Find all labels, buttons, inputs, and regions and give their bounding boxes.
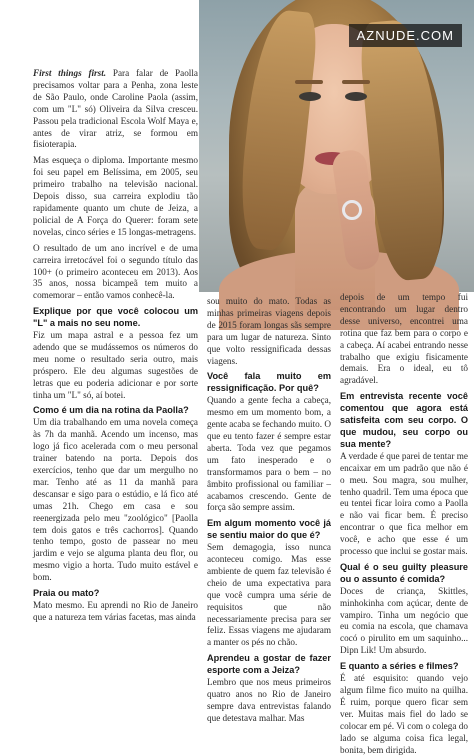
question-heading: Aprendeu a gostar de fazer esporte com a Jeiza? [207, 653, 331, 676]
qa-block [340, 391, 468, 558]
question-heading: E quanto a séries e filmes? [340, 661, 459, 672]
intro-paragraph [33, 68, 198, 151]
answer-text: Doces de criança, Skittles, minhokinha com açúcar, dente de vampiro. Tinha um negócio que eu comia na escola, que chamava cocó o pirulito em um saquinho... Dipn Lik! Um absurdo. [340, 585, 468, 656]
text-column-2 [207, 296, 331, 723]
eye-left [299, 92, 321, 101]
answer-text: Sem demagogia, isso nunca aconteceu comigo. Mas esse ambiente de quem faz televisão é cheio de uma expectativa para que você cumpra uma série de requisitos que não necessariamente precisa para ser feliz. Essas viagens me ajudaram a manter os pés no chão. [207, 542, 331, 648]
answer-text: É até esquisito: quando vejo algum filme fico muito na quilha. É ruim, porque quero ficar sem ver. Muitas mais fiel do lado se colocar em pé. Vi com o colega do lado se alguma coisa fica legal, bonita, bem dirigida. [340, 673, 468, 755]
answer-text: Fiz um mapa astral e a pessoa fez um adendo que se mudássemos os números do meu nome o resultado seria outro, mais próspero. Ele deu algumas sugestões de letras que eu poderia adicionar e por sorte tinha um "L" só, aí botei. [33, 330, 198, 400]
answer-text: A verdade é que parei de tentar me encaixar em um padrão que não é o meu. Sou magra, sou mulher, tenho quadril. Tem uma época que eu tentei ficar loira como a Paolla e não vai ficar bem. É preciso encontrar o que fica melhor em você, e acho que esse é um processo que inclui se gostar mais. [340, 450, 468, 557]
qa-block [33, 588, 198, 624]
answer-text: Um dia trabalhando em uma novela começa às 7h da manhã. Acendo um incenso, mas logo já fico acelerada com o meu personal trainer batendo na porta. Depois dos exercícios, tenho que dar um mergulho no mar. Tenho até as 11 da manhã para descansar e sigo para o estúdio, e lá fico até umas 21h. Chego em casa e sou reenergizada pelo meu "zoológico" [Paolla tem dois gatos e três cachorros]. Quando tenho tempo, gosto de passear no meu jardim e vejo se alguma planta deu flor, ou mesmo vigio a horta. Tudo muito estável e bom. [33, 417, 198, 583]
question-heading: Em algum momento você já se sentiu maior do que é? [207, 518, 331, 541]
text-column-1 [33, 68, 198, 626]
paragraph: depois de um tempo fui encontrando um lugar dentro desse universo, encontrei uma rotina que faz bem para o corpo e a cabeça. Aí acabei entrando nesse trabalho que exigiu fisicamente demais. Era o ideal, eu tô agradável. [340, 292, 468, 386]
question-heading: Qual é o seu guilty pleasure ou o assunto é comida? [340, 561, 468, 584]
qa-block [207, 518, 331, 649]
answer-text: Lembro que nos meus primeiros quatro anos no Rio de Janeiro sempre dava entrevistas falando que detestava malhar. Mas [207, 677, 331, 723]
paragraph: Mas esqueça o diploma. Importante mesmo foi seu papel em Belíssima, em 2005, seu primeiro trabalho na televisão nacional. Depois disso, sua carreira explodiu tão rapidamente quanto um chute de Jeiza, a policial de A Força do Querer: foram sete novelas, cinco séries e 15 longas-metragens. [33, 155, 198, 237]
paragraph: sou muito do mato. Todas as minhas primeiras viagens depois de 2015 foram longas sãs sempre para um lugar de natureza. Sinto que volto ressignificada dessas viagens. [207, 296, 331, 366]
intro-lead: First things first. [33, 68, 107, 78]
question-heading: Você fala muito em ressignificação. Por quê? [207, 371, 331, 394]
intro-rest: Para falar de Paolla precisamos voltar para a Penha, zona leste de São Paulo, onde Caroline Paola (assim, com um "L" só) Oliveira da Silva cresceu. Passou pela tradicional Escola Wolf Maya e, antes de virar atriz, se formou em fisioterapia. [33, 68, 198, 150]
qa-block [207, 653, 331, 724]
watermark-badge: AZNUDE.COM [349, 24, 462, 47]
paragraph: O resultado de um ano incrível e de uma carreira irretocável foi o segundo título das 100+ (o primeiro aconteceu em 2013). Aos 35 anos, nossa bicampeã tem muito a comemorar – então vamos conhecê-la. [33, 242, 198, 301]
answer-text: Mato mesmo. Eu aprendi no Rio de Janeiro que a natureza tem várias facetas, mas ainda [33, 599, 198, 622]
qa-block [33, 405, 198, 584]
question-heading: Em entrevista recente você comentou que agora está satisfeita com seu corpo. O que mudou, seu corpo ou sua mente? [340, 391, 468, 449]
qa-block [207, 371, 331, 514]
question-heading: Como é um dia na rotina da Paolla? [33, 405, 189, 416]
ring-shape [342, 200, 362, 220]
text-column-3 [340, 292, 468, 755]
eyebrow-left [295, 80, 323, 84]
answer-text: Quando a gente fecha a cabeça, mesmo em um momento bom, a gente acaba se fechando muito. O que eu tento fazer é sempre estar aberta. Toda vez que pegamos um fato inesperado e o transformamos para o bem – no âmbito profissional ou familiar – acabamos crescendo. Gente de força são sempre assim. [207, 395, 331, 513]
qa-block [340, 562, 468, 657]
question-heading: Praia ou mato? [33, 588, 100, 599]
eye-right [345, 92, 367, 101]
portrait-photo [199, 0, 474, 292]
eyebrow-right [342, 80, 370, 84]
question-heading: Explique por que você colocou um "L" a mais no seu nome. [33, 306, 198, 329]
qa-block [33, 306, 198, 401]
qa-block [340, 661, 468, 756]
